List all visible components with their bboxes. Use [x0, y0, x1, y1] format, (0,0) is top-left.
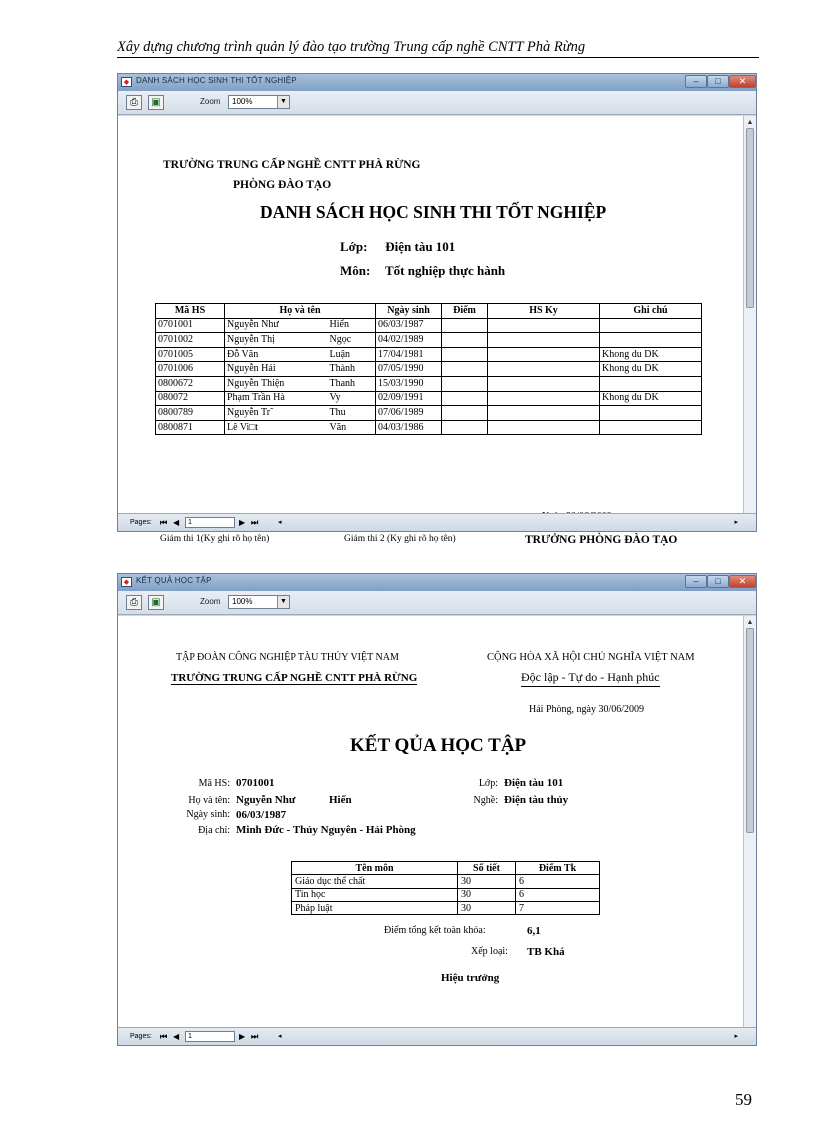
rank-label: Xếp loại: — [471, 946, 508, 957]
status-bar — [118, 513, 756, 531]
table-row — [156, 347, 702, 362]
cell-name: Phạm Trần Hà — [225, 391, 328, 406]
cell-dob: 07/06/1989 — [376, 406, 442, 421]
report-title: KẾT QỦA HỌC TẬP — [350, 735, 527, 756]
zoom-select[interactable] — [228, 595, 290, 609]
vertical-scrollbar[interactable] — [743, 616, 756, 1027]
cell-note — [600, 318, 702, 333]
class-value: Điện tàu 101 — [385, 239, 456, 254]
export-icon[interactable]: ▣ — [148, 95, 164, 110]
cell-hsky — [488, 420, 600, 435]
cell-id: 0800871 — [156, 420, 225, 435]
close-button[interactable]: ✕ — [729, 575, 756, 588]
cell-given-name: Thu — [328, 406, 376, 421]
table-row — [292, 888, 600, 901]
col-header-score: Điểm — [442, 304, 488, 319]
print-icon[interactable]: ⎙ — [126, 95, 142, 110]
status-bar — [118, 1027, 756, 1045]
first-page-icon[interactable]: ⏮ — [160, 518, 168, 527]
table-row — [156, 362, 702, 377]
table-row — [156, 318, 702, 333]
prev-page-icon[interactable]: ◀ — [173, 1032, 180, 1041]
col-header-subject: Tên môn — [292, 862, 458, 875]
class-label: Lớp: — [340, 239, 368, 254]
cell-note: Khong du DK — [600, 347, 702, 362]
app-icon: ◆ — [121, 77, 132, 87]
scroll-thumb[interactable] — [746, 628, 754, 833]
address-label: Địa chỉ: — [198, 825, 230, 836]
prev-page-icon[interactable]: ◀ — [173, 518, 180, 527]
cell-dob: 02/09/1991 — [376, 391, 442, 406]
cell-id: 0701006 — [156, 362, 225, 377]
cell-subject: Tin học — [292, 888, 458, 901]
maximize-button[interactable]: □ — [707, 75, 729, 88]
cell-id: 0701001 — [156, 318, 225, 333]
scroll-left-icon[interactable]: ◂ — [278, 1032, 282, 1040]
table-row — [292, 901, 600, 914]
national-motto: Độc lập - Tự do - Hạnh phúc — [521, 670, 660, 687]
minimize-button[interactable]: – — [685, 75, 707, 88]
school-name: TRƯỜNG TRUNG CẤP NGHỀ CNTT PHÀ RỪNG — [163, 159, 421, 171]
first-page-icon[interactable]: ⏮ — [160, 1032, 168, 1041]
cell-name: Lê Vi□t — [225, 420, 328, 435]
subject-score-table — [291, 861, 600, 915]
col-header-hsky: HS Ky — [488, 304, 600, 319]
table-row — [292, 875, 600, 888]
cell-subject: Giáo dục thể chất — [292, 875, 458, 888]
principal-signature: Hiệu trưởng — [441, 972, 500, 984]
report-canvas — [118, 616, 744, 1027]
table-row — [156, 391, 702, 406]
table-row — [156, 420, 702, 435]
cell-score — [442, 391, 488, 406]
dob-label: Ngày sinh: — [186, 809, 230, 820]
cell-dob: 04/02/1989 — [376, 333, 442, 348]
subject-label: Môn: — [340, 263, 371, 278]
signature-examiner-2: Giám thi 2 (Ky ghi rõ họ tên) — [344, 534, 456, 544]
cell-given-name: Vy — [328, 391, 376, 406]
cell-score — [442, 347, 488, 362]
place-date: Hải Phòng, ngày 30/06/2009 — [529, 704, 644, 715]
cell-id: 0800672 — [156, 376, 225, 391]
class-line — [340, 239, 455, 255]
dob-value: 06/03/1987 — [236, 809, 287, 821]
cell-given-name: Thành — [328, 362, 376, 377]
signature-head-of-dept: TRƯỞNG PHÒNG ĐÀO TẠO — [525, 534, 678, 546]
table-row — [156, 333, 702, 348]
full-name-label: Họ và tên: — [188, 795, 230, 806]
cell-hsky — [488, 333, 600, 348]
minimize-button[interactable]: – — [685, 575, 707, 588]
print-icon[interactable]: ⎙ — [126, 595, 142, 610]
class-value: Điện tàu 101 — [504, 777, 564, 789]
cell-hsky — [488, 391, 600, 406]
col-header-id: Mã HS — [156, 304, 225, 319]
table-row — [156, 376, 702, 391]
app-icon: ◆ — [121, 577, 132, 587]
cell-hsky — [488, 376, 600, 391]
subject-line — [340, 263, 505, 279]
report-window-learning-results — [117, 573, 757, 1046]
cell-periods: 30 — [458, 888, 516, 901]
title-bar[interactable] — [118, 74, 756, 91]
scroll-up-icon[interactable]: ▲ — [746, 118, 754, 126]
zoom-value: 100% — [232, 97, 253, 106]
window-title: DANH SÁCH HỌC SINH THI TỐT NGHIỆP — [136, 76, 297, 85]
cell-hsky — [488, 347, 600, 362]
report-title: DANH SÁCH HỌC SINH THI TỐT NGHIỆP — [260, 202, 607, 222]
close-button[interactable]: ✕ — [729, 75, 756, 88]
last-page-icon[interactable]: ⏭ — [251, 518, 259, 527]
page-header: Xây dựng chương trình quản lý đào tạo trường Trung cấp nghề CNTT Phà Rừng — [117, 38, 759, 58]
major-label: Nghề: — [473, 795, 498, 806]
cell-score — [442, 406, 488, 421]
cell-dob: 15/03/1990 — [376, 376, 442, 391]
full-name-value: Nguyễn Như — [236, 794, 296, 806]
chevron-down-icon[interactable]: ▼ — [277, 596, 289, 608]
cell-name: Nguyễn Tr˜ — [225, 406, 328, 421]
overall-score-label: Điểm tổng kết toàn khóa: — [384, 925, 486, 936]
student-table — [155, 303, 702, 435]
cell-note — [600, 420, 702, 435]
signature-examiner-1: Giám thi 1(Ky ghi rõ họ tên) — [160, 534, 270, 544]
report-window-graduation-list — [117, 73, 757, 546]
cell-id: 0800789 — [156, 406, 225, 421]
cell-name: Nguyễn Thiện — [225, 376, 328, 391]
last-page-icon[interactable]: ⏭ — [251, 1032, 259, 1041]
col-header-name: Họ và tên — [225, 304, 376, 319]
pages-label: Pages: — [130, 1033, 152, 1040]
cell-name: Nguyễn Như — [225, 318, 328, 333]
col-header-note: Ghi chú — [600, 304, 702, 319]
cell-hsky — [488, 406, 600, 421]
scroll-right-icon[interactable]: ▸ — [734, 1032, 738, 1040]
zoom-value: 100% — [232, 597, 253, 606]
cell-given-name: Luận — [328, 347, 376, 362]
zoom-label: Zoom — [200, 97, 221, 106]
col-header-dob: Ngày sinh — [376, 304, 442, 319]
cell-dob: 17/04/1981 — [376, 347, 442, 362]
vertical-scrollbar[interactable] — [743, 116, 756, 513]
page-number-input[interactable]: 1 — [185, 517, 235, 528]
cell-given-name: Hiển — [328, 318, 376, 333]
cell-note: Khong du DK — [600, 391, 702, 406]
major-value: Điện tàu thủy — [504, 794, 569, 806]
subject-value: Tốt nghiệp thực hành — [385, 263, 506, 278]
cell-note — [600, 376, 702, 391]
cell-id: 0701002 — [156, 333, 225, 348]
cell-score — [442, 362, 488, 377]
scroll-right-icon[interactable]: ▸ — [734, 518, 738, 526]
cell-hsky — [488, 318, 600, 333]
cell-note: Khong du DK — [600, 362, 702, 377]
cell-given-name: Thanh — [328, 376, 376, 391]
cell-name: Nguyễn Hải — [225, 362, 328, 377]
cell-score — [442, 376, 488, 391]
given-name-value: Hiển — [329, 794, 352, 806]
table-row — [156, 406, 702, 421]
toolbar — [118, 591, 756, 615]
cell-score: 6 — [516, 888, 600, 901]
cell-score: 7 — [516, 901, 600, 914]
cell-name: Nguyễn Thị — [225, 333, 328, 348]
cell-id: 080072 — [156, 391, 225, 406]
cell-given-name: Ngọc — [328, 333, 376, 348]
cell-name: Đỗ Văn — [225, 347, 328, 362]
pages-label: Pages: — [130, 519, 152, 526]
student-id-label: Mã HS: — [198, 778, 230, 789]
cell-given-name: Văn — [328, 420, 376, 435]
maximize-button[interactable]: □ — [707, 575, 729, 588]
zoom-label: Zoom — [200, 597, 221, 606]
department-name: PHÒNG ĐÀO TẠO — [233, 179, 332, 191]
rank-value: TB Khá — [527, 946, 565, 958]
scroll-left-icon[interactable]: ◂ — [278, 518, 282, 526]
cell-score — [442, 318, 488, 333]
cell-periods: 30 — [458, 901, 516, 914]
zoom-select[interactable] — [228, 95, 290, 109]
scroll-thumb[interactable] — [746, 128, 754, 308]
col-header-periods: Số tiết — [458, 862, 516, 875]
cell-dob: 06/03/1987 — [376, 318, 442, 333]
student-id-value: 0701001 — [236, 777, 275, 789]
page-number: 59 — [735, 1090, 752, 1109]
col-header-score: Điểm Tk — [516, 862, 600, 875]
cell-hsky — [488, 362, 600, 377]
nation-name: CỘNG HÒA XÃ HỘI CHỦ NGHĨA VIỆT NAM — [487, 652, 695, 663]
toolbar — [118, 91, 756, 115]
school-name: TRƯỜNG TRUNG CẤP NGHỀ CNTT PHÀ RỪNG — [171, 672, 418, 684]
next-page-icon[interactable]: ▶ — [239, 518, 246, 527]
corporation-name: TẬP ĐOÀN CÔNG NGHIỆP TÀU THỦY VIỆT NAM — [176, 652, 399, 663]
cell-score: 6 — [516, 875, 600, 888]
window-title: KẾT QUẢ HỌC TẬP — [136, 576, 212, 585]
cell-subject: Pháp luật — [292, 901, 458, 914]
address-value: Minh Đức - Thủy Nguyên - Hải Phòng — [236, 824, 416, 836]
export-icon[interactable]: ▣ — [148, 595, 164, 610]
cell-score — [442, 420, 488, 435]
chevron-down-icon[interactable]: ▼ — [277, 96, 289, 108]
cell-dob: 07/05/1990 — [376, 362, 442, 377]
page-number-input[interactable]: 1 — [185, 1031, 235, 1042]
cell-id: 0701005 — [156, 347, 225, 362]
cell-note — [600, 333, 702, 348]
overall-score-value: 6,1 — [527, 925, 541, 937]
class-label: Lớp: — [478, 778, 498, 789]
cell-score — [442, 333, 488, 348]
cell-note — [600, 406, 702, 421]
next-page-icon[interactable]: ▶ — [239, 1032, 246, 1041]
cell-periods: 30 — [458, 875, 516, 888]
cell-dob: 04/03/1986 — [376, 420, 442, 435]
scroll-up-icon[interactable]: ▲ — [746, 618, 754, 626]
title-bar[interactable] — [118, 574, 756, 591]
